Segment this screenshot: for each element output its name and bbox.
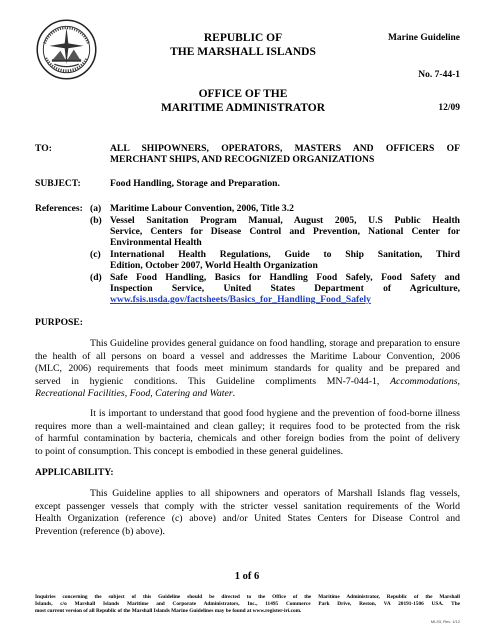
reference-d-link[interactable]: www.fsis.usda.gov/factsheets/Basics_for_Handling_Food_Safely	[110, 294, 371, 305]
reference-b-line2: Service, Centers for Disease Control and Prevention, National Center for	[110, 226, 460, 237]
reference-b-line1: Vessel Sanitation Program Manual, August 2005, U.S Public Health	[110, 215, 460, 226]
purpose-p2-line1: It is important to understand that good food hygiene and the prevention of food-borne illness	[90, 408, 460, 419]
to-line1: ALL SHIPOWNERS, OPERATORS, MASTERS AND OFFICERS OF	[110, 143, 460, 154]
office-name-line1: OFFICE OF THE	[198, 88, 288, 100]
footer-line2: Islands, c/o Marshall Islands Maritime and Corporate Administrators, Inc., 11495 Commerce Park Drive, Reston, VA 20191-1506 USA. The	[35, 601, 460, 608]
purpose-p1-line3: (MLC, 2006) requirements that foods meet minimum standards for quality and be prepared and	[35, 363, 460, 375]
purpose-p2-line4: to point of consumption. This concept is embodied in these general guidelines.	[35, 445, 344, 457]
purpose-heading: PURPOSE:	[35, 317, 83, 328]
purpose-p1-line4: served in hygienic conditions. This Guideline compliments MN-7-044-1, Accommodations,	[35, 375, 460, 387]
reference-c-line1: International Health Regulations, Guide to Ship Sanitation, Third	[110, 249, 460, 260]
purpose-p1-line2: the health of all persons on board a vessel and addresses the Maritime Labour Convention, 2006	[35, 350, 460, 362]
applicability-p1-line3: Health Organization (reference (c) above) and/or United States Centers for Disease Control and	[35, 513, 460, 525]
footer-line1: Inquiries concerning the subject of this Guideline should be directed to the Office of the Maritime Administrator, Republic of the Marshall	[35, 594, 460, 600]
applicability-p1-line1: This Guideline applies to all shipowners and operators of Marshall Islands flag vessels,	[90, 488, 460, 499]
marshall-islands-seal-icon	[36, 19, 97, 80]
page-number: 1 of 6	[234, 571, 260, 582]
org-name-line1: REPUBLIC OF	[203, 32, 283, 44]
reference-c-line2: Edition, October 2007, World Health Organization	[110, 260, 318, 271]
document-number: No. 7-44-1	[418, 70, 460, 80]
reference-d-line2: Inspection Service, United States Department of Agriculture,	[110, 283, 460, 294]
applicability-p1-line2: except passenger vessels that comply with the stricter vessel sanitation requirements of the World	[35, 500, 460, 512]
reference-b-marker: (b)	[90, 215, 102, 226]
document-type: Marine Guideline	[387, 33, 460, 43]
reference-d-marker: (d)	[90, 272, 102, 283]
reference-a-line1: Maritime Labour Convention, 2006, Title 3.2	[110, 203, 294, 214]
subject-label: SUBJECT:	[35, 178, 81, 189]
subject-text: Food Handling, Storage and Preparation.	[110, 178, 280, 189]
document-date: 12/09	[438, 103, 460, 113]
org-name-line2: THE MARSHALL ISLANDS	[170, 46, 316, 58]
purpose-p2-line2: requires more than a well-maintained and clean galley; it requires food to be protected from the risk	[35, 420, 460, 432]
reference-b-line3: Environmental Health	[110, 237, 202, 248]
office-name-line2: MARITIME ADMINISTRATOR	[160, 102, 326, 114]
reference-a-marker: (a)	[90, 203, 102, 214]
footer-line3: most current version of all Republic of the Marshall Islands Marine Guidelines may be found at www.register-iri.com.	[35, 608, 302, 615]
form-id: MI-93, Rev. 1/12	[430, 619, 460, 624]
reference-d-line1: Safe Food Handling, Basics for Handling Food Safely, Food Safety and	[110, 272, 460, 283]
applicability-heading: APPLICABILITY:	[35, 467, 114, 478]
references-label: References:	[35, 203, 83, 214]
to-label: TO:	[35, 143, 52, 154]
purpose-p1-line5: Recreational Facilities, Food, Catering and Water.	[35, 388, 236, 400]
applicability-p1-line4: Prevention (reference (b) above).	[35, 525, 166, 537]
purpose-p2-line3: of harmful contamination by bacteria, chemicals and other foreign bodies from the point of delivery	[35, 433, 460, 445]
to-line2: MERCHANT SHIPS, AND RECOGNIZED ORGANIZATIONS	[110, 154, 375, 165]
purpose-p1-line1: This Guideline provides general guidance on food handling, storage and preparation to ensure	[90, 338, 460, 349]
reference-c-marker: (c)	[90, 249, 101, 260]
